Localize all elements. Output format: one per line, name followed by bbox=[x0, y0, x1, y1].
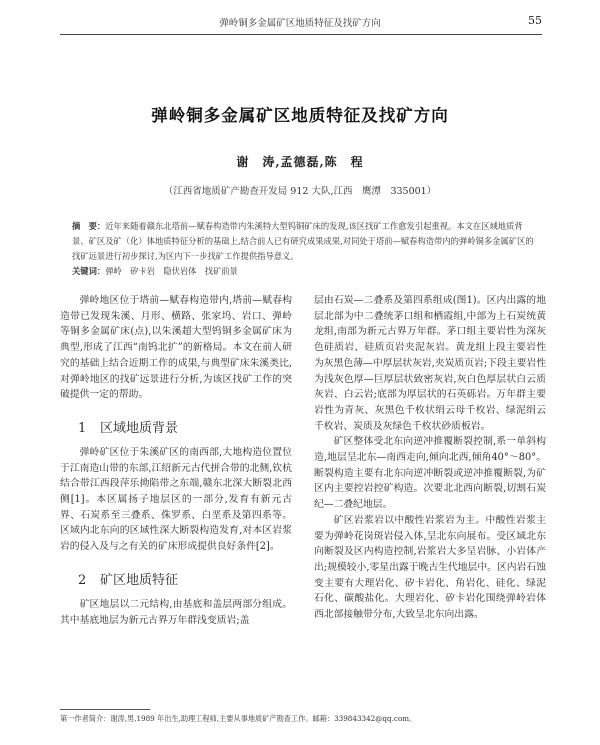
magmatic-paragraph: 矿区岩浆岩以中酸性岩浆岩为主。中酸性岩浆主要为弹岭花岗斑岩侵入体,呈北东向展布。受区域北东向断裂及区内构造控制,岩浆岩大多呈岩脉、小岩体产出;规模较小,零星出露于晚古生代地层中。区内岩石蚀变主要有大理岩化、矽卡岩化、角岩化、硅化、绿泥石化、碳酸盐化。大理岩化、矽卡岩化围绕弹岭岩体西北部接触带分布,大致呈北东向出露。 bbox=[314, 514, 546, 621]
structure-paragraph: 矿区整体受北东向逆冲推覆断裂控制,系一单斜构造,地层呈北东—南西走向,倾向北西,倾角40°～80°。断裂构造主要有北东向逆冲断裂或逆冲推覆断裂,为矿区内主要控岩控矿构造。次要北北西向断裂,切割石炭纪—二叠纪地层。 bbox=[314, 436, 546, 511]
right-column bbox=[314, 293, 546, 623]
footnote-divider bbox=[60, 709, 150, 710]
keywords-label: 关键词： bbox=[72, 266, 106, 276]
keywords-text: 弹岭 矽卡岩 隐伏岩体 找矿前景 bbox=[105, 266, 238, 276]
section-1-heading bbox=[60, 419, 292, 439]
page-header bbox=[0, 12, 600, 32]
running-title: 弹岭铜多金属矿区地质特征及找矿方向 bbox=[219, 18, 381, 29]
author-footnote: 第一作者简介：谢涛,男,1989 年出生,助理工程师,主要从事地质矿产勘查工作。邮箱：339843342@qq.com。 bbox=[60, 714, 417, 723]
section-1-title: 区域地质背景 bbox=[100, 420, 179, 436]
section-2-paragraph: 矿区地层以二元结构,由基底和盖层两部分组成。其中基底地层为新元古界万年群浅变质岩;盖 bbox=[60, 598, 292, 626]
abstract-text: 近年来随着赣东北塔前—赋春构造带内朱溪特大型钨铜矿床的发现,该区找矿工作愈发引起重视。本文在区域地质背景、矿区及矿（化）体地质特征分析的基础上,结合前人已有研究成果成果,对同处于塔前—赋春构造带内的弹岭铜多金属矿区的找矿远景进行初步探讨,为区内下一步找矿工作提供指导意义。 bbox=[72, 221, 534, 261]
page-number: 55 bbox=[528, 14, 542, 27]
abstract bbox=[72, 219, 534, 279]
abstract-label: 摘 要： bbox=[72, 221, 106, 231]
keywords bbox=[72, 264, 534, 279]
section-1-paragraph: 弹岭矿区位于朱溪矿区的南西部,大地构造位置位于江南造山带的东部,江绍新元古代拼合带的北侧,钦杭结合带江西段萍乐拗陷带之东端,赣东北深大断裂北西侧[1]。本区属扬子地层区的一部分,发育有新元古界、石炭系至三叠系、侏罗系、白垩系及第四系等。区域内北东向的区域性深大断裂构造发育,对本区岩浆岩的侵入及与之有关的矿床形成提供良好条件[2]。 bbox=[60, 446, 292, 553]
section-2-title: 矿区地质特征 bbox=[100, 572, 179, 588]
left-column bbox=[60, 293, 292, 628]
section-1-number: 1 bbox=[78, 420, 87, 436]
strata-paragraph-continued: 层由石炭—二叠系及第四系组成(图1)。区内出露的地层北部为中二叠统茅口组和栖霞组,中部为上石炭统黄龙组,南部为新元古界万年群。茅口组主要岩性为深灰色硅质岩、硅质页岩夹泥灰岩。黄龙组上段主要岩性为灰黑色薄—中厚层状灰岩,夹炭质页岩;下段主要岩性为浅灰色厚—巨厚层状致密灰岩,灰白色厚层状白云质灰岩、白云岩;底部为厚层状的石英砾岩。万年群主要岩性为青灰、灰黑色千枚状绢云母千枚岩、绿泥绢云千枚岩、炭质及灰绿色千枚状砂质板岩。 bbox=[314, 295, 546, 432]
section-2-heading bbox=[60, 571, 292, 591]
section-2-number: 2 bbox=[78, 572, 87, 588]
paper-title: 弹岭铜多金属矿区地质特征及找矿方向 bbox=[151, 106, 449, 125]
affiliation: （江西省地质矿产勘查开发局 912 大队,江西 鹰潭 335001） bbox=[163, 186, 437, 197]
header-divider bbox=[60, 34, 542, 35]
intro-paragraph: 弹岭地区位于塔前—赋春构造带内,塔前—赋春构造带已发现朱溪、月形、横路、张家坞、岩口、弹岭等铜多金属矿床(点),以朱溪超大型钨铜多金属矿床为典型,形成了江西“南钨北扩”的新格局。本文在前人研究的基础上结合近期工作的成果,与典型矿床朱溪类比,对弹岭地区的找矿远景进行分析,为该区找矿工作的突破提供一定的帮助。 bbox=[60, 295, 292, 401]
authors: 谢 涛,孟德磊,陈 程 bbox=[236, 155, 364, 169]
